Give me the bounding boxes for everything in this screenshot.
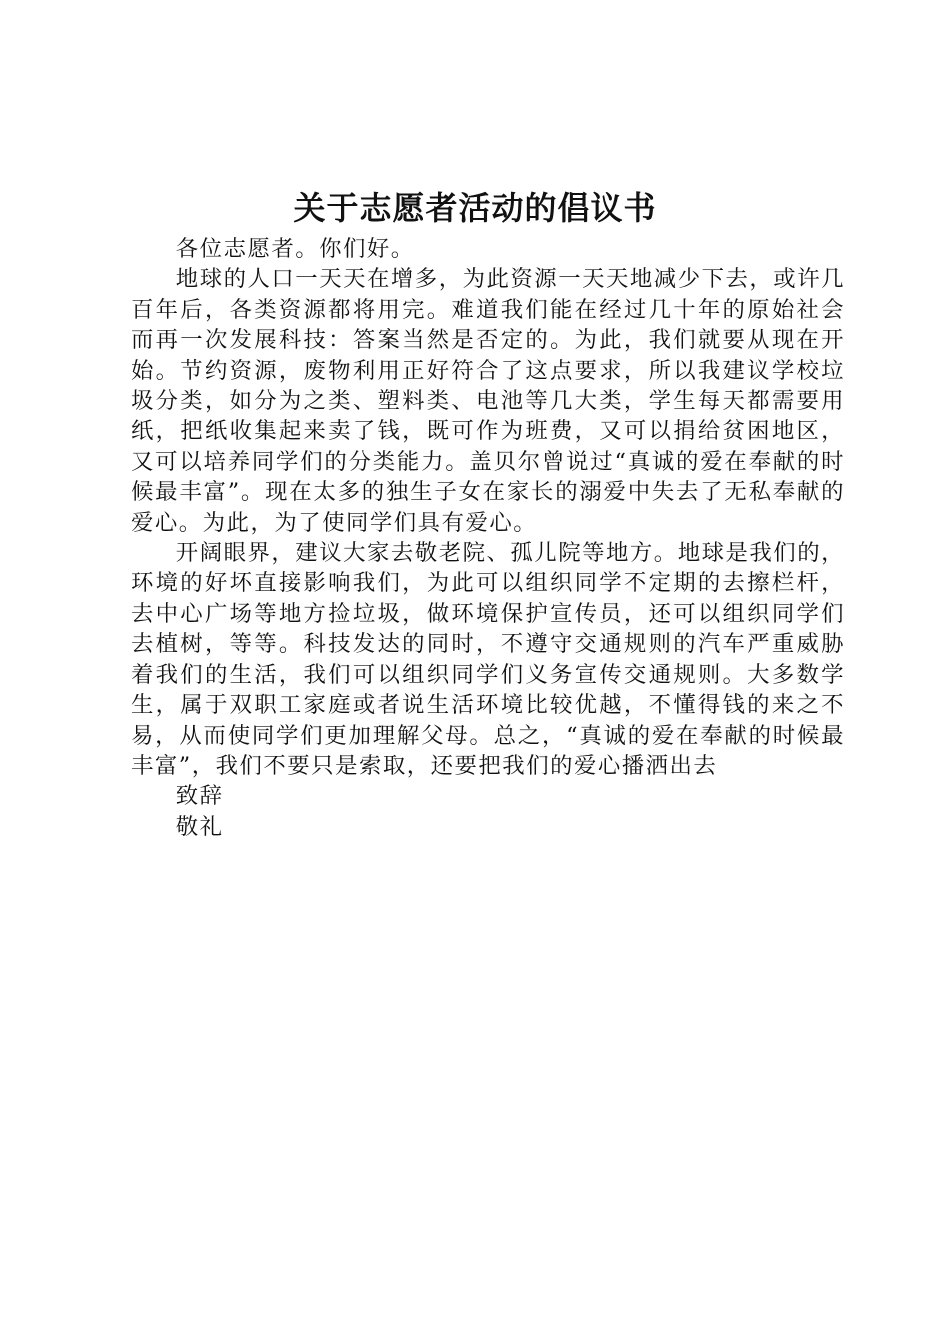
salutation-line: 敬礼: [175, 813, 224, 840]
body-paragraph: 地球的人口一天天在增多，为此资源一天天地减少下去，或许几百年后，各类资源都将用完。难道我们能在经过几十年的原始社会而再一次发展科技：答案当然是否定的。为此，我们就要从现在开始。节约资源，废物利用正好符合了这点要求，所以我建议学校垃圾分类，如分为之类、塑料类、电池等几大类，学生每天都需要用纸，把纸收集起来卖了钱，既可作为班费，又可以捐给贫困地区，又可以培养同学们的分类能力。盖贝尔曾说过“真诚的爱在奉献的时候最丰富”。现在太多的独生子女在家长的溺爱中失去了无私奉献的爱心。为此，为了使同学们具有爱心。: [131, 266, 845, 536]
document-title: 关于志愿者活动的倡议书: [293, 189, 657, 227]
closing-line: 致辞: [175, 783, 224, 810]
greeting-line: 各位志愿者。你们好。: [175, 236, 415, 262]
document-body: [131, 234, 845, 842]
body-paragraph: 开阔眼界，建议大家去敬老院、孤儿院等地方。地球是我们的，环境的好坏直接影响我们，为此可以组织同学不定期的去擦栏杆，去中心广场等地方捡垃圾，做环境保护宣传员，还可以组织同学们去植树，等等。科技发达的同时，不遵守交通规则的汽车严重威胁着我们的生活，我们可以组织同学们义务宣传交通规则。大多数学生，属于双职工家庭或者说生活环境比较优越，不懂得钱的来之不易，从而使同学们更加理解父母。总之，“真诚的爱在奉献的时候最丰富”，我们不要只是索取，还要把我们的爱心播洒出去: [131, 540, 845, 779]
